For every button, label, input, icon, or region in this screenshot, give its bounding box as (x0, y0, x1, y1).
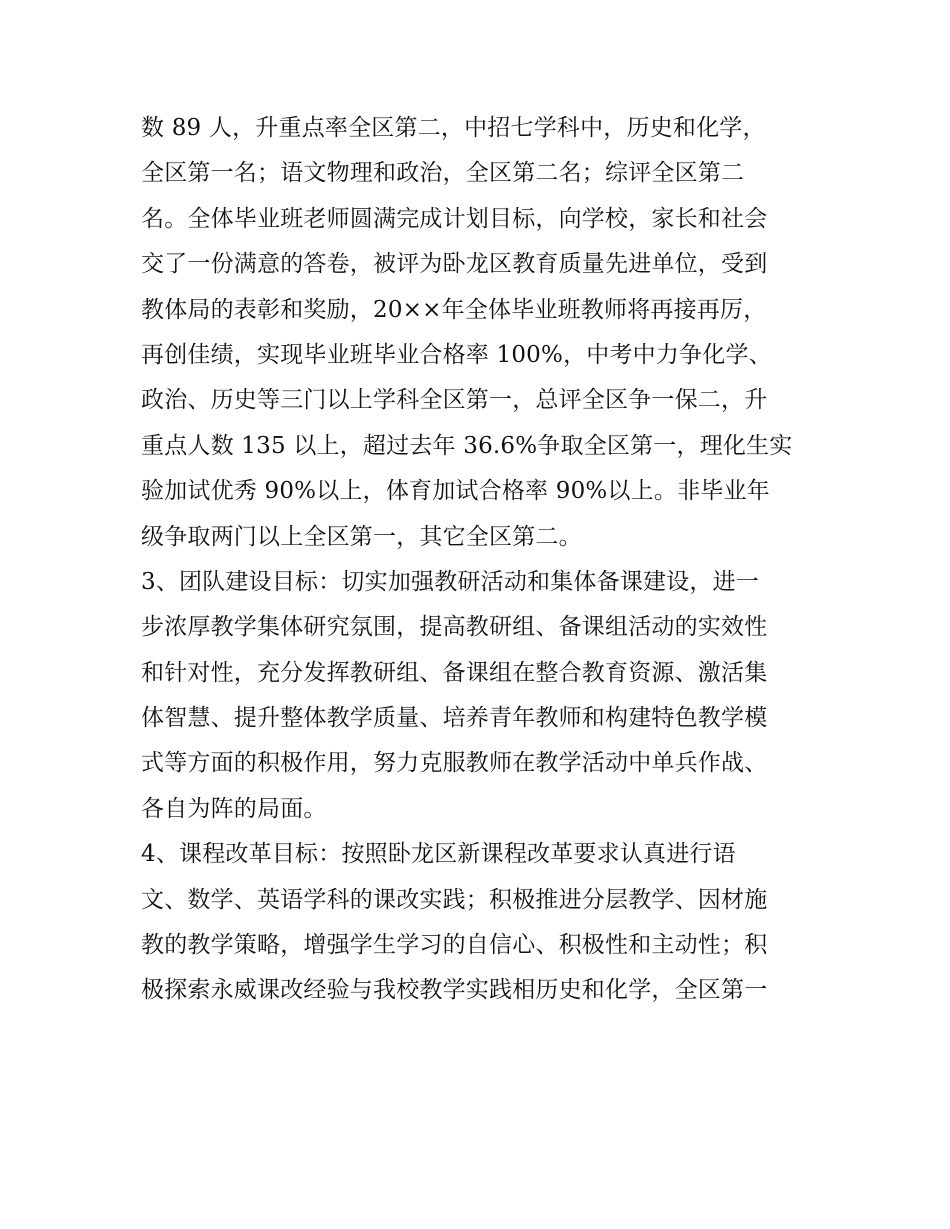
text-line: 体智慧、提升整体教学质量、培养青年教师和构建特色教学模 (141, 705, 768, 732)
body-text (141, 106, 821, 1014)
text-line: 数 89 人，升重点率全区第二，中招七学科中，历史和化学， (141, 115, 766, 141)
text-line: 文、数学、英语学科的课改实践；积极推进分层教学、因材施 (141, 886, 768, 913)
text-line: 式等方面的积极作用，努力克服教师在教学活动中单兵作战、 (141, 750, 768, 777)
text-line: 名。全体毕业班老师圆满完成计划目标，向学校，家长和社会 (141, 205, 768, 232)
text-line: 极探索永威课改经验与我校教学实践相历史和化学，全区第一 (141, 977, 768, 1004)
text-line: 重点人数 135 以上，超过去年 36.6%争取全区第一，理化生实 (141, 432, 793, 459)
text-line: 3、团队建设目标：切实加强教研活动和集体备课建设，进一 (141, 568, 760, 595)
text-line: 政治、历史等三门以上学科全区第一，总评全区争一保二，升 (141, 387, 768, 414)
text-line: 和针对性，充分发挥教研组、备课组在整合教育资源、激活集 (141, 659, 768, 686)
text-line: 验加试优秀 90%以上，体育加试合格率 90%以上。非毕业年 (141, 478, 770, 505)
text-line: 交了一份满意的答卷，被评为卧龙区教育质量先进单位，受到 (141, 251, 768, 278)
text-line: 再创佳绩，实现毕业班毕业合格率 100%，中考中力争化学、 (141, 341, 772, 368)
text-line: 4、课程改革目标：按照卧龙区新课程改革要求认真进行语 (141, 841, 736, 868)
text-line: 教的教学策略，增强学生学习的自信心、积极性和主动性；积 (141, 932, 768, 959)
text-line: 全区第一名；语文物理和政治，全区第二名；综评全区第二 (141, 160, 745, 187)
text-line: 教体局的表彰和奖励，20××年全体毕业班教师将再接再厉， (141, 296, 767, 323)
text-line: 级争取两门以上全区第一，其它全区第二。 (141, 523, 582, 550)
text-line: 各自为阵的局面。 (141, 795, 327, 822)
text-line: 步浓厚教学集体研究氛围，提高教研组、备课组活动的实效性 (141, 614, 768, 641)
